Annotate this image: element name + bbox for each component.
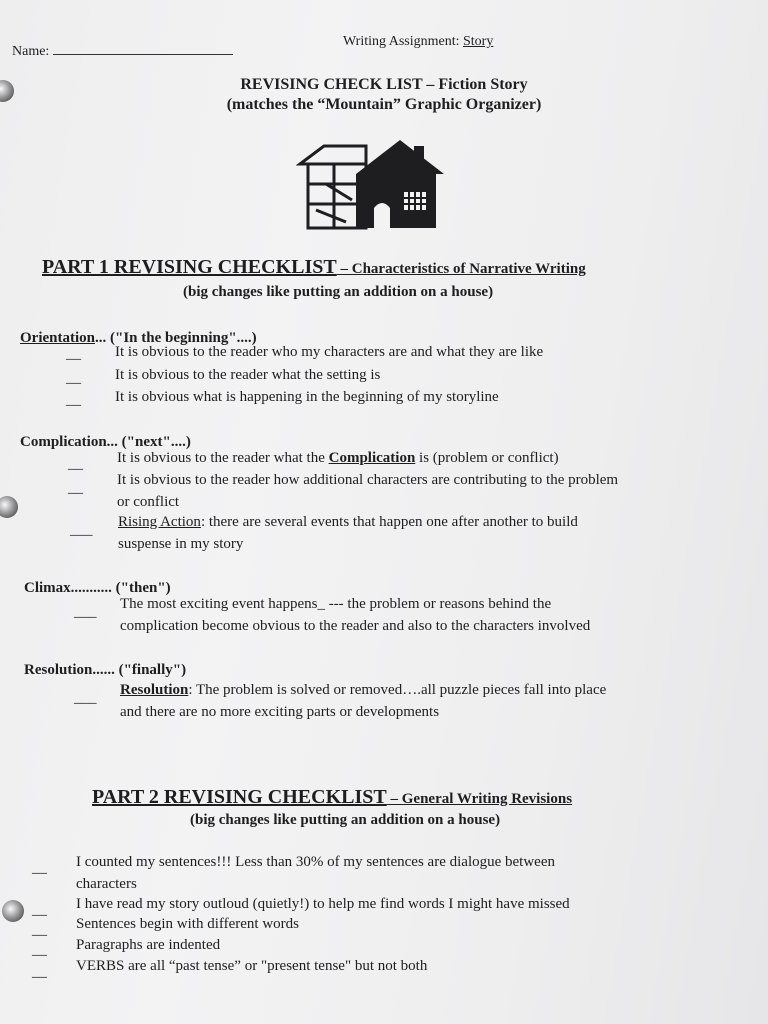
part2-item-read-aloud: I have read my story outloud (quietly!) to help me find words I might have missed [76,896,570,912]
house-addition-icon [296,138,448,232]
checkbox-blank[interactable]: __ [32,942,47,958]
part2-item-indented: Paragraphs are indented [76,937,221,953]
complication-label: Complication... ("next"....) [20,434,191,450]
orientation-label: Orientation... ("In the beginning"....) [20,330,257,346]
part1-heading-main: PART 1 REVISING CHECKLIST [42,256,337,278]
checkbox-blank[interactable]: __ [66,346,81,362]
resolution-label: Resolution...... ("finally") [24,662,187,678]
rising-action-line2: suspense in my story [118,536,244,552]
name-line [53,42,233,55]
orientation-item-characters: It is obvious to the reader who my characters are and what they are like [115,344,544,360]
climax-line2: complication become obvious to the reader and also to the characters involved [120,618,591,634]
climax-label: Climax........... ("then") [24,580,171,596]
part1-heading-sub: – Characteristics of Narrative Writing [336,261,586,277]
checkbox-blank[interactable]: ___ [70,522,93,538]
resolution-line1: Resolution: The problem is solved or removed….all puzzle pieces fall into place [120,682,607,698]
checkbox-blank[interactable]: __ [68,480,83,496]
page-subtitle: (matches the “Mountain” Graphic Organizer) [226,96,542,113]
rising-action-line1: Rising Action: there are several events that happen one after another to build [118,514,578,530]
assignment-label: Writing Assignment: [343,34,460,49]
part2-item-dialogue-line2: characters [76,876,137,892]
climax-line1: The most exciting event happens_ --- the problem or reasons behind the [120,596,552,612]
part2-heading-main: PART 2 REVISING CHECKLIST [92,786,387,808]
part1-heading [42,256,586,279]
part2-item-sentences: Sentences begin with different words [76,916,300,932]
checkbox-blank[interactable]: __ [68,456,83,472]
complication-item-characters-line2: or conflict [117,494,180,510]
resolution-line2: and there are no more exciting parts or developments [120,704,440,720]
checkbox-blank[interactable]: __ [66,392,81,408]
checkbox-blank[interactable]: ___ [74,690,97,706]
assignment-line [343,34,493,50]
part2-item-verbs: VERBS are all “past tense” or "present tense" but not both [76,958,428,974]
complication-item-characters-line1: It is obvious to the reader how additional characters are contributing to the problem [117,472,619,488]
checkbox-blank[interactable]: ___ [74,604,97,620]
part1-subtitle: (big changes like putting an addition on a house) [183,284,494,300]
page-title: REVISING CHECK LIST – Fiction Story [240,76,528,93]
checkbox-blank[interactable]: __ [32,964,47,980]
orientation-item-setting: It is obvious to the reader what the setting is [115,367,381,383]
name-label: Name: [12,44,50,59]
complication-item-problem: It is obvious to the reader what the Complication is (problem or conflict) [117,450,559,466]
checkbox-blank[interactable]: __ [32,860,47,876]
name-field [12,42,233,60]
punch-hole [2,900,24,922]
part2-item-dialogue-line1: I counted my sentences!!! Less than 30% of my sentences are dialogue between [76,854,555,870]
assignment-value: Story [463,34,494,49]
part2-heading [92,786,572,809]
part2-heading-sub: – General Writing Revisions [386,791,573,807]
checkbox-blank[interactable]: __ [32,902,47,918]
checkbox-blank[interactable]: __ [66,370,81,386]
part2-subtitle: (big changes like putting an addition on a house) [190,812,501,828]
checkbox-blank[interactable]: __ [32,922,47,938]
orientation-item-storyline: It is obvious what is happening in the beginning of my storyline [115,389,499,405]
